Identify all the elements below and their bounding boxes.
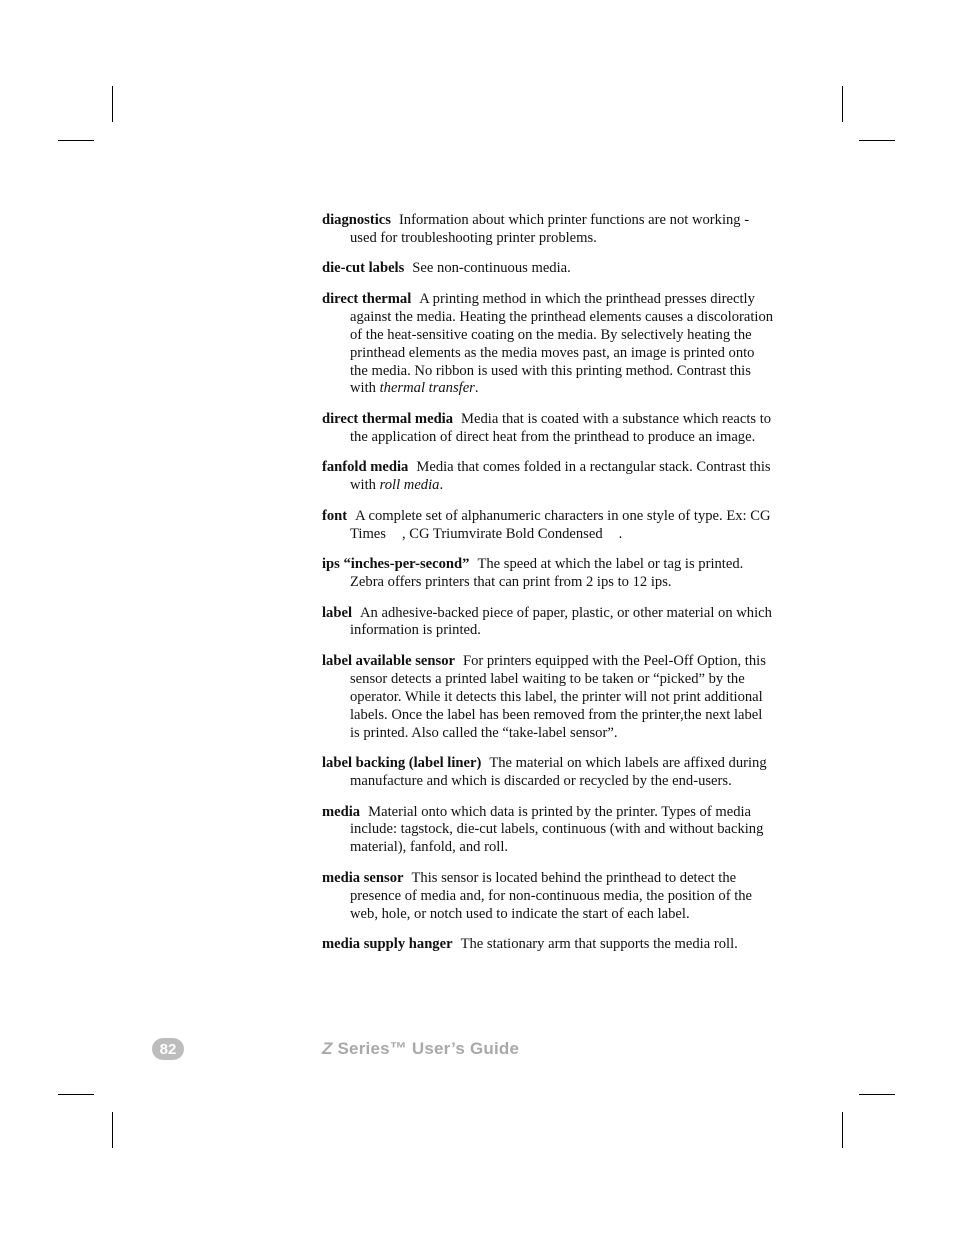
glossary-list xyxy=(322,212,774,967)
glossary-term: font xyxy=(322,507,348,524)
glossary-definition-text: For printers equipped with the Peel-Off Option, this sensor detects a printed label waiting to be taken or “picked” by the operator. While it detects this label, the printer will not print additional labels. Once the label has been removed from the printer,the next label is printed. Also called the “take-label sensor”. xyxy=(350,652,766,741)
glossary-term-reference: thermal transfer xyxy=(379,380,475,397)
glossary-definition-text: The stationary arm that supports the media roll. xyxy=(460,936,738,953)
glossary-entry xyxy=(322,212,774,248)
crop-mark-top-left-vertical xyxy=(112,86,113,122)
glossary-definition-text: A complete set of alphanumeric characters in one style of type. Ex: CG Times xyxy=(350,507,771,542)
guide-title-z: Z xyxy=(322,1039,333,1058)
glossary-term: direct thermal xyxy=(322,290,412,307)
crop-mark-top-right-horizontal xyxy=(859,140,895,141)
guide-title xyxy=(322,1039,519,1059)
glossary-term-reference: roll media xyxy=(379,477,440,494)
glossary-definition-text: , CG Triumvirate Bold Condensed xyxy=(401,525,603,542)
glossary-entry xyxy=(322,936,774,954)
glossary-definition-text: See non-continuous media. xyxy=(412,260,571,277)
glossary-definition-text: Media that is coated with a substance which reacts to the application of direct heat from the printhead to produce an image. xyxy=(350,410,772,445)
glossary-term: label available sensor xyxy=(322,652,455,669)
glossary-entry xyxy=(322,755,774,791)
glossary-definition-text: Media that comes folded in a rectangular stack. Contrast this with xyxy=(350,459,771,494)
glossary-entry xyxy=(322,411,774,447)
glossary-definition-text: . xyxy=(439,477,444,494)
glossary-term: media sensor xyxy=(322,869,404,886)
crop-mark-top-right-vertical xyxy=(842,86,843,122)
glossary-entry xyxy=(322,508,774,544)
glossary-definition-text: The speed at which the label or tag is printed. Zebra offers printers that can print from 2 ips to 12 ips. xyxy=(350,556,744,591)
glossary-definition-text: Information about which printer functions are not working - used for troubleshooting printer problems. xyxy=(350,212,750,246)
crop-mark-bottom-right-horizontal xyxy=(859,1094,895,1095)
glossary-entry xyxy=(322,870,774,924)
glossary-definition-text: Material onto which data is printed by the printer. Types of media include: tagstock, die-cut labels, continuous (with and without backing material), fanfold, and roll. xyxy=(350,803,764,856)
glossary-entry xyxy=(322,653,774,743)
glossary-term: ips “inches-per-second” xyxy=(322,556,470,573)
crop-mark-bottom-left-horizontal xyxy=(58,1094,94,1095)
glossary-term: media supply hanger xyxy=(322,936,453,953)
crop-mark-bottom-right-vertical xyxy=(842,1112,843,1148)
page-footer xyxy=(152,1037,519,1061)
glossary-entry xyxy=(322,804,774,858)
glossary-term: fanfold media xyxy=(322,459,409,476)
page-number-badge: 82 xyxy=(152,1038,184,1060)
glossary-term: label xyxy=(322,604,352,621)
glossary-term: label backing (label liner) xyxy=(322,755,482,772)
glossary-term: diagnostics xyxy=(322,212,391,228)
glossary-definition-text: An adhesive-backed piece of paper, plastic, or other material on which information is printed. xyxy=(350,604,772,639)
glossary-entry xyxy=(322,260,774,278)
crop-mark-top-left-horizontal xyxy=(58,140,94,141)
glossary-entry xyxy=(322,605,774,641)
glossary-entry xyxy=(322,556,774,592)
glossary-definition-text: . xyxy=(618,525,623,542)
glossary-definition-text: The material on which labels are affixed during manufacture and which is discarded or recycled by the end-users. xyxy=(350,755,767,789)
glossary-definition-text: A printing method in which the printhead presses directly against the media. Heating the printhead elements causes a discoloration of the heat-sensitive coating on the media. By selectively heating the printhead elements as the media moves past, an image is printed onto the media. No ribbon is used with this printing method. Contrast this with xyxy=(350,290,774,397)
glossary-term: media xyxy=(322,803,361,820)
guide-title-rest: Series™ User’s Guide xyxy=(332,1039,520,1058)
glossary-definition-text: This sensor is located behind the printhead to detect the presence of media and, for non-continuous media, the position of the web, hole, or notch used to indicate the start of each label. xyxy=(350,869,753,922)
glossary-definition-text: . xyxy=(474,380,479,397)
glossary-entry xyxy=(322,459,774,495)
crop-mark-bottom-left-vertical xyxy=(112,1112,113,1148)
glossary-term: die-cut labels xyxy=(322,260,405,277)
glossary-term: direct thermal media xyxy=(322,410,454,427)
glossary-entry xyxy=(322,291,774,398)
